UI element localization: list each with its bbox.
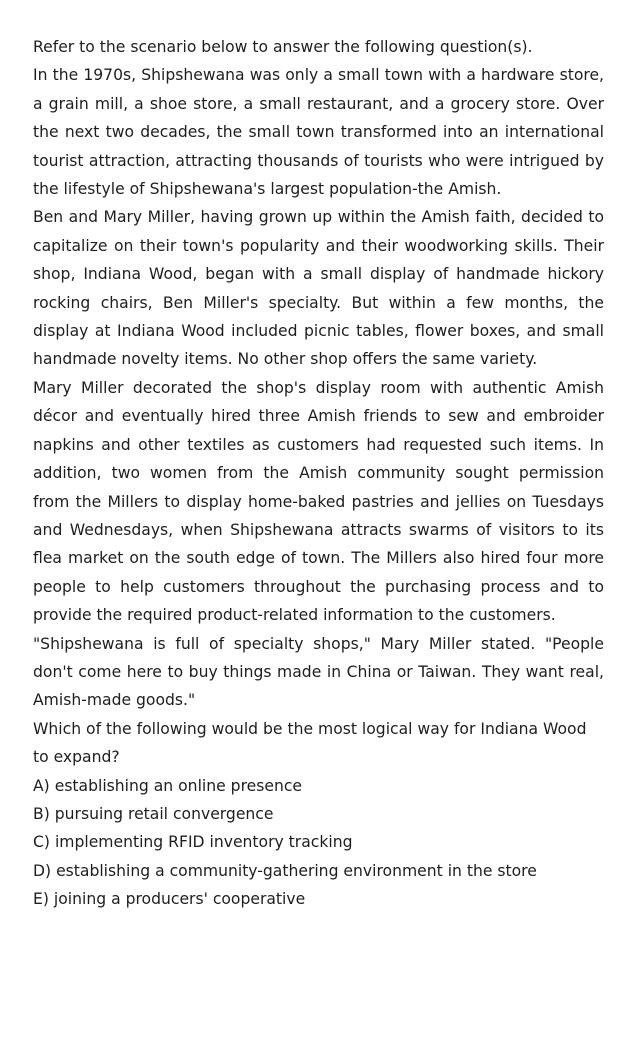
option-letter: C) — [33, 833, 55, 852]
answer-option-a[interactable] — [33, 772, 604, 800]
answer-option-d[interactable] — [33, 857, 604, 885]
answer-options — [33, 772, 604, 914]
scenario-paragraph-2: Ben and Mary Miller, having grown up within the Amish faith, decided to capitalize on their town's popularity and their woodworking skills. Their shop, Indiana Wood, began with a small display of handmade hickory rocking chairs, Ben Miller's specialty. But within a few months, the display at Indiana Wood included picnic tables, flower boxes, and small handmade novelty items. No other shop offers the same variety. — [33, 208, 604, 369]
option-text: establishing an online presence — [54, 776, 302, 795]
option-text: pursuing retail convergence — [54, 804, 274, 823]
answer-option-e[interactable] — [33, 885, 604, 913]
instructions-text: Refer to the scenario below to answer the following question(s). — [33, 38, 533, 56]
option-text: establishing a community-gathering environment in the store — [56, 861, 537, 880]
scenario-paragraph-4: "Shipshewana is full of specialty shops," Mary Miller stated. "People don't come here to buy things made in China or Taiwan. They want real, Amish-made goods." — [33, 634, 604, 710]
option-text: implementing RFID inventory tracking — [54, 833, 353, 852]
option-text: joining a producers' cooperative — [53, 890, 306, 909]
option-letter: A) — [33, 776, 55, 795]
option-letter: B) — [33, 804, 55, 823]
option-letter: E) — [33, 890, 54, 909]
answer-option-c[interactable] — [33, 828, 604, 856]
scenario-paragraph-1: In the 1970s, Shipshewana was only a small town with a hardware store, a grain mill, a shoe store, a small restaurant, and a grocery store. Over the next two decades, the small town transformed into an international tourist attraction, attracting thousands of tourists who were intrigued by the lifestyle of Shipshewana's largest population-the Amish. — [33, 66, 604, 199]
option-letter: D) — [33, 861, 57, 880]
answer-option-b[interactable] — [33, 800, 604, 828]
question-text: Which of the following would be the most logical way for Indiana Wood to expand? — [33, 719, 587, 767]
scenario-paragraph-3: Mary Miller decorated the shop's display room with authentic Amish décor and eventually hired three Amish friends to sew and embroider napkins and other textiles as customers had requested such items. In addition, two women from the Amish community sought permission from the Millers to display home-baked pastries and jellies on Tuesdays and Wednesdays, when Shipshewana attracts swarms of visitors to its flea market on the south edge of town. The Millers also hired four more people to help customers throughout the purchasing process and to provide the required product-related information to the customers. — [33, 378, 604, 625]
